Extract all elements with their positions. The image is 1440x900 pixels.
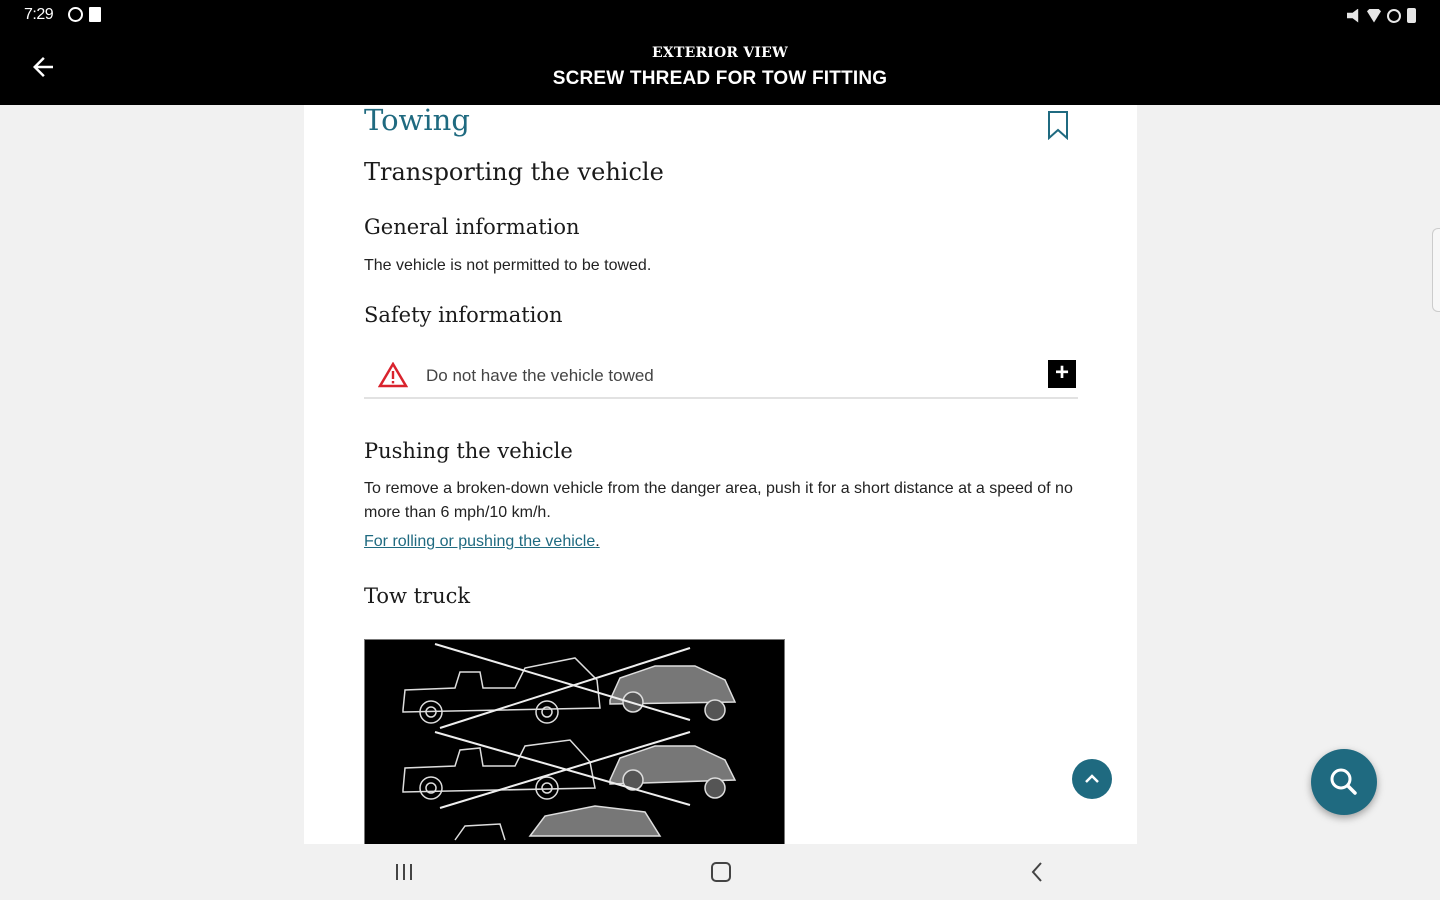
- search-button[interactable]: [1311, 749, 1377, 815]
- edge-panel-handle[interactable]: [1432, 228, 1440, 312]
- bookmark-icon: [1046, 110, 1070, 140]
- heading-safety-information: Safety information: [364, 303, 563, 327]
- do-not-disturb-icon: [1387, 9, 1401, 23]
- status-bar: [0, 0, 1440, 30]
- expand-warning-button[interactable]: +: [1048, 360, 1076, 388]
- app-bar: [0, 30, 1440, 105]
- scroll-to-top-button[interactable]: [1072, 759, 1112, 799]
- pushing-text: To remove a broken-down vehicle from the danger area, push it for a short distance at a speed of no more than 6 mph/10 km/h.: [364, 480, 1073, 521]
- chevron-up-icon: [1072, 759, 1112, 799]
- page-title: SCREW THREAD FOR TOW FITTING: [552, 68, 888, 89]
- back-icon: [1019, 858, 1055, 886]
- home-icon: [703, 858, 739, 886]
- rolling-pushing-link[interactable]: [364, 533, 600, 551]
- navigation-bar: [0, 844, 1440, 900]
- heading-pushing-the-vehicle: Pushing the vehicle: [364, 439, 573, 463]
- mute-icon: [1347, 9, 1361, 23]
- heading-transporting: Transporting the vehicle: [364, 158, 664, 186]
- recent-apps-icon: [386, 858, 422, 886]
- page-supertitle: EXTERIOR VIEW: [652, 45, 788, 61]
- search-icon: [1311, 749, 1377, 815]
- general-information-text: The vehicle is not permitted to be towed.: [364, 257, 652, 274]
- link-suffix: .: [595, 533, 600, 550]
- warning-triangle-icon: [378, 362, 408, 388]
- recent-apps-button[interactable]: [386, 858, 422, 886]
- battery-icon: [1407, 8, 1416, 23]
- article-content: [304, 105, 1137, 844]
- document-icon: [89, 7, 101, 22]
- wifi-icon: [1367, 9, 1381, 23]
- circle-status-icon: [68, 7, 83, 22]
- bookmark-button[interactable]: [1046, 110, 1070, 140]
- warning-row[interactable]: [364, 353, 1078, 399]
- link-text[interactable]: For rolling or pushing the vehicle: [364, 533, 596, 550]
- tow-truck-drawing: [365, 640, 786, 844]
- system-back-button[interactable]: [1019, 858, 1055, 886]
- status-time: 7:29: [24, 6, 54, 23]
- heading-general-information: General information: [364, 215, 580, 239]
- home-button[interactable]: [703, 858, 739, 886]
- heading-tow-truck: Tow truck: [364, 584, 471, 608]
- tow-truck-illustration: [364, 639, 785, 844]
- section-title: Towing: [364, 105, 470, 137]
- warning-text: Do not have the vehicle towed: [426, 366, 654, 385]
